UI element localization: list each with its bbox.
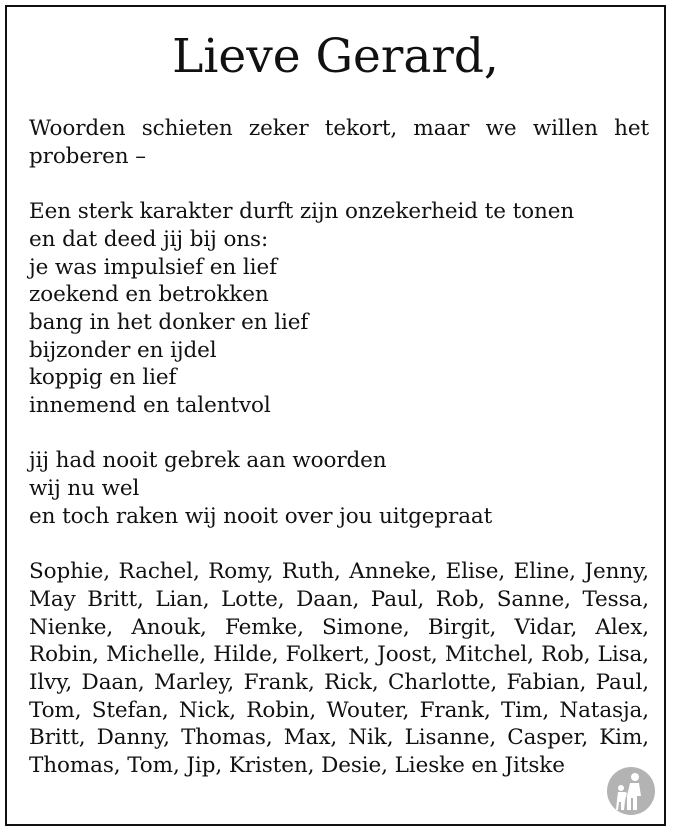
notice-title: Lieve Gerard, [172,29,499,84]
poem-stanza-1 [29,198,649,420]
poem-line: wij nu wel [29,476,140,502]
poem-line: bang in het donker en lief [29,309,309,335]
poem-line: en toch raken wij nooit over jou uitgepraat [29,503,493,529]
poem-stanza-2 [29,447,649,530]
poem-line: zoekend en betrokken [29,282,269,308]
intro-paragraph: Woorden schieten zeker tekort, maar we willen het proberen – [29,116,649,169]
poem-line: je was impulsief en lief [29,254,277,280]
poem-line: Een sterk karakter durft zijn onzekerheid te tonen [29,199,575,225]
poem-line: bijzonder en ijdel [29,337,217,363]
poem-line: innemend en talentvol [29,393,271,419]
signatories-list: Sophie, Rachel, Romy, Ruth, Anneke, Elise, Eline, Jenny, May Britt, Lian, Lotte, Daan, Paul, Rob, Sanne, Tessa, Nienke, Anouk, Femke, Simone, Birgit, Vidar, Alex, Robin, Michelle, Hilde, Folkert, Joost, Mitchel, Rob, Lisa, Ilvy, Daan, Marley, Frank, Rick, Charlotte, Fabian, Paul, Tom, Stefan, Nick, Robin, Wouter, Frank, Tim, Natasja, Britt, Danny, Thomas, Max, Nik, Lisanne, Casper, Kim, Thomas, Tom, Jip, Kristen, Desie, Lieske en Jitske [29,559,649,779]
notice-body [29,115,649,808]
poem-line: koppig en lief [29,365,177,391]
poem-line: jij had nooit gebrek aan woorden [29,448,387,474]
poem-line: en dat deed jij bij ons: [29,226,269,252]
walking-figures-logo-icon [606,766,656,816]
memorial-notice-card [5,5,666,826]
